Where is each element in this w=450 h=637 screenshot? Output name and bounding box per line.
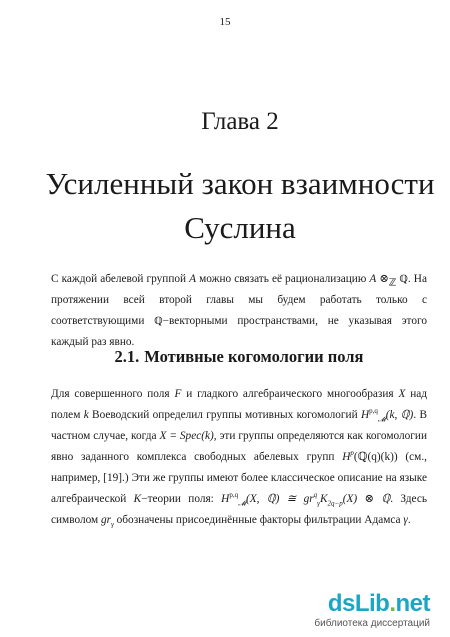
body-paragraph: Для совершенного поля F и гладкого алгебраического многообразия X над полем k Воеводский определил группы мотивных когомологий H$^{p,q}_𝓜$(k, ℚ). В частном случае, когда X = Spec(k), эти группы определяются как когомологии явно заданного комплекса свободных абелевых групп $H^p(ℚ(q)(k))$ (см., например, [19].) Эти же группы имеют более классическое описание на языке алгебраической K−теории поля: H$^{p,q}_𝓜$(X, ℚ) ≅ $gr^q_\gamma K_{2q-p}(X)$ ⊗ ℚ. Здесь символом $gr_\gamma$ обозначены присоединённые факторы фильтрации Адамса γ. [51, 388, 428, 529]
section-number: 2.1. [114, 347, 140, 366]
dslib-subtitle: библиотека диссертаций [314, 618, 430, 629]
chapter-label: Глава 2 [201, 108, 279, 135]
chapter-title-line2: Суслина [184, 210, 296, 245]
section-title: Мотивные когомологии поля [144, 347, 364, 366]
page-number: 15 [219, 16, 231, 28]
dslib-watermark [290, 592, 430, 629]
dslib-logo: dsLib.net [327, 590, 430, 617]
section-heading [51, 347, 427, 367]
chapter-title-line1: Усиленный закон взаимности [45, 166, 435, 201]
intro-paragraph: С каждой абелевой группой A можно связать её рационализацию A $\otimes_ℤ$ ℚ. На протяжении всей второй главы мы будем работать только с соответствующими ℚ−векторными пространствами, не указывая этого каждый раз явно. [51, 273, 427, 348]
